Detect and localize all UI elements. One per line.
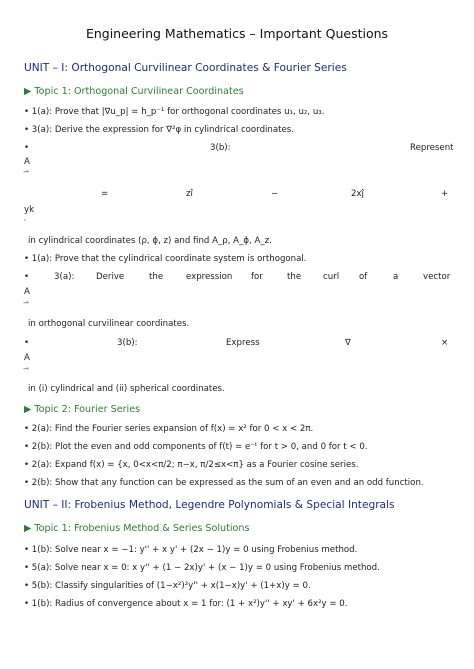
question-word: 3(a): bbox=[54, 272, 75, 282]
unit-1-topic-1-heading: ▶ Topic 1: Orthogonal Curvilinear Coordinates bbox=[24, 86, 244, 97]
vector-A-symbol: A bbox=[24, 157, 30, 167]
question-item: • 1(a): Prove that the cylindrical coordinate system is orthogonal. bbox=[24, 254, 307, 264]
question-continuation: in orthogonal curvilinear coordinates. bbox=[28, 319, 190, 329]
question-number: 3(b): bbox=[117, 338, 138, 348]
unit-2-topic-1-heading: ▶ Topic 1: Frobenius Method & Series Solutions bbox=[24, 523, 250, 534]
question-word: Express bbox=[226, 338, 260, 348]
question-number: 3(b): bbox=[210, 143, 231, 153]
minus-sign: − bbox=[271, 189, 279, 199]
question-item: • 2(a): Expand f(x) = {x, 0<x<π/2; π−x, π/2≤x<π} as a Fourier cosine series. bbox=[24, 460, 359, 470]
question-word: of bbox=[359, 272, 368, 282]
question-item: • 2(b): Show that any function can be expressed as the sum of an even and an odd function. bbox=[24, 478, 424, 488]
question-word: curl bbox=[323, 272, 340, 282]
plus-sign: + bbox=[441, 189, 449, 199]
question-word: Represent bbox=[410, 143, 454, 153]
vector-A-symbol: A bbox=[24, 353, 30, 363]
unit-1-heading: UNIT – I: Orthogonal Curvilinear Coordinates & Fourier Series bbox=[24, 62, 347, 74]
times-symbol: × bbox=[441, 338, 449, 348]
vector-arrow-icon: ⇀ bbox=[23, 168, 29, 176]
vector-arrow-icon: ⇀ bbox=[23, 365, 29, 373]
question-word: Derive bbox=[96, 272, 125, 282]
question-word: a bbox=[393, 272, 399, 282]
question-continuation: in cylindrical coordinates (ρ, ϕ, z) and find A_ρ, A_ϕ, A_z. bbox=[28, 236, 272, 246]
question-item: • 2(b): Plot the even and odd components of f(t) = e⁻ᵗ for t > 0, and 0 for t < 0. bbox=[24, 442, 368, 452]
term-yk: yk bbox=[24, 205, 35, 215]
question-item: • 1(b): Radius of convergence about x = 1 for: (1 + x²)y'' + xy' + 6x²y = 0. bbox=[24, 599, 348, 609]
term-2xj: 2xĵ bbox=[351, 189, 364, 199]
question-item: • 1(a): Prove that |∇u_p| = h_p⁻¹ for orthogonal coordinates u₁, u₂, u₃. bbox=[24, 107, 325, 117]
vector-arrow-icon: ⇀ bbox=[23, 299, 29, 307]
question-item: • 2(a): Find the Fourier series expansion of f(x) = x² for 0 < x < 2π. bbox=[24, 424, 314, 434]
question-word: expression bbox=[186, 272, 233, 282]
nabla-symbol: ∇ bbox=[345, 338, 351, 348]
vector-A-symbol: A bbox=[24, 287, 30, 297]
question-word: for bbox=[251, 272, 263, 282]
bullet: • bbox=[24, 272, 30, 282]
bullet: • bbox=[24, 143, 30, 153]
question-word: the bbox=[149, 272, 164, 282]
term-zi: zî bbox=[186, 189, 193, 199]
question-continuation: in (i) cylindrical and (ii) spherical coordinates. bbox=[28, 384, 225, 394]
unit-1-topic-2-heading: ▶ Topic 2: Fourier Series bbox=[24, 404, 141, 415]
unit-2-heading: UNIT – II: Frobenius Method, Legendre Polynomials & Special Integrals bbox=[24, 499, 395, 511]
equals-sign: = bbox=[101, 189, 109, 199]
question-word: the bbox=[287, 272, 302, 282]
question-item: • 3(a): Derive the expression for ∇²φ in cylindrical coordinates. bbox=[24, 125, 294, 135]
question-item: • 5(b): Classify singularities of (1−x²)²y'' + x(1−x)y' + (1+x)y = 0. bbox=[24, 581, 311, 591]
page-title: Engineering Mathematics – Important Questions bbox=[85, 26, 389, 41]
question-item: • 5(a): Solve near x = 0: x y'' + (1 − 2x)y' + (x − 1)y = 0 using Frobenius method. bbox=[24, 563, 380, 573]
question-item: • 1(b): Solve near x = −1: y'' + x y' + (2x − 1)y = 0 using Frobenius method. bbox=[24, 545, 358, 555]
question-word: vector bbox=[423, 272, 451, 282]
hat-accent-icon: ˆ bbox=[23, 219, 27, 227]
bullet: • bbox=[24, 338, 30, 348]
